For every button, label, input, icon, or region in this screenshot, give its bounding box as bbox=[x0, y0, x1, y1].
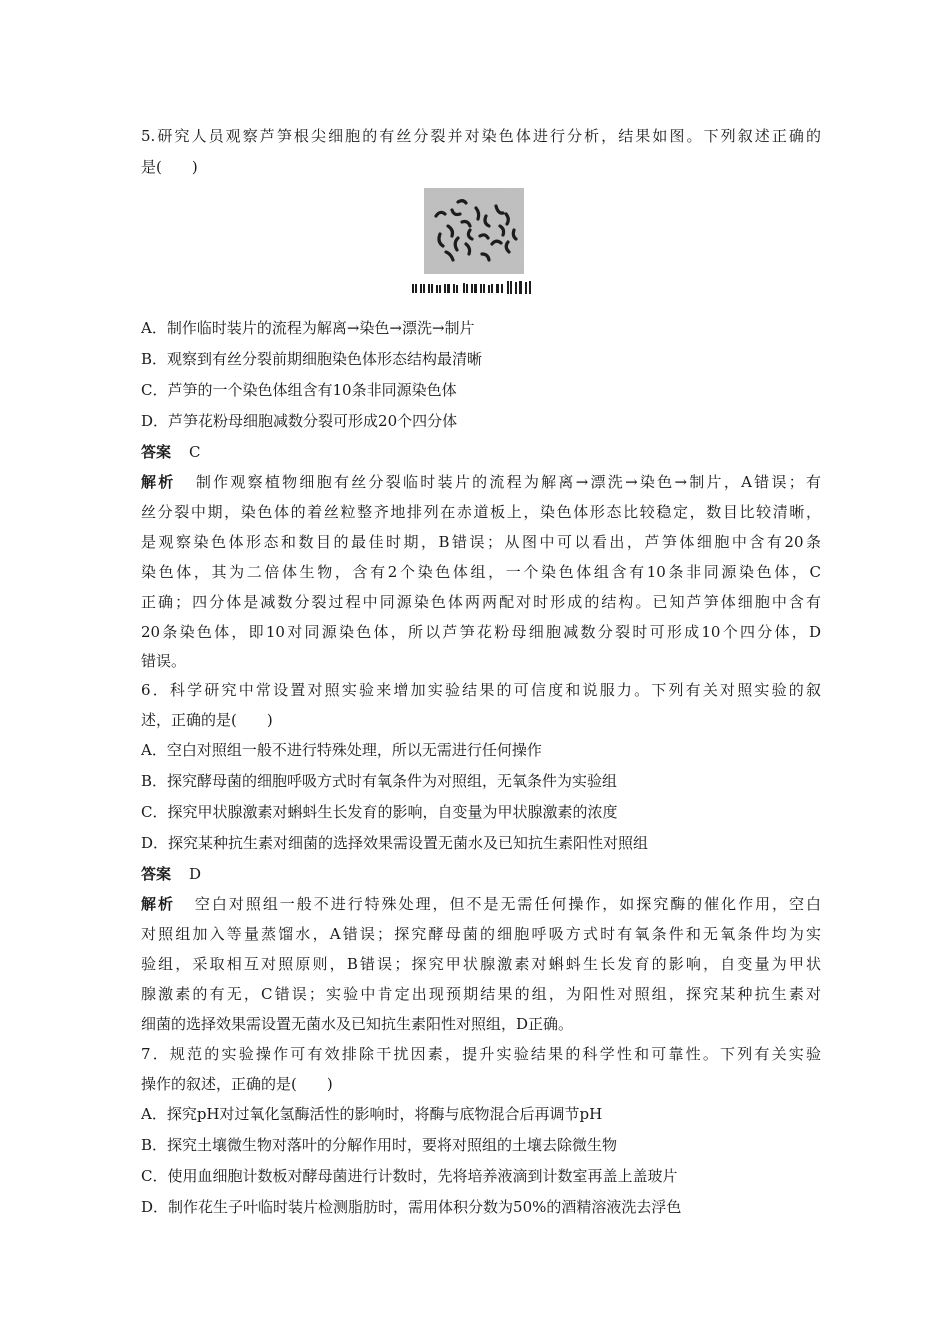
q6-analysis-text-1: 空白对照组一般不进行特殊处理，但不是无需任何操作，如探究酶的催化作用，空白 bbox=[192, 895, 821, 913]
q5-answer-label: 答案 bbox=[141, 443, 172, 461]
q5-stem-line-1: 5.研究人员观察芦笋根尖细胞的有丝分裂并对染色体进行分析，结果如图。下列叙述正确的 bbox=[141, 127, 821, 145]
q5-analysis-label: 解析 bbox=[141, 473, 176, 491]
q6-analysis-line-2: 对照组加入等量蒸馏水，A错误；探究酵母菌的细胞呼吸方式时有氧条件和无氧条件均为实 bbox=[141, 925, 821, 943]
q5-analysis-line-7: 错误。 bbox=[141, 652, 187, 670]
q5-analysis-line-3: 是观察染色体形态和数目的最佳时期，B错误；从图中可以看出，芦笋体细胞中含有20条 bbox=[141, 533, 821, 551]
q6-analysis-line-3: 验组，采取相互对照原则，B错误；探究甲状腺激素对蝌蚪生长发育的影响，自变量为甲状 bbox=[141, 955, 821, 973]
q7-stem-line-2: 操作的叙述，正确的是( ) bbox=[141, 1075, 333, 1093]
q7-option-c: C．使用血细胞计数板对酵母菌进行计数时，先将培养液滴到计数室再盖上盖玻片 bbox=[141, 1167, 678, 1185]
q6-analysis-label: 解析 bbox=[141, 895, 175, 913]
q6-stem-line-2: 述，正确的是( ) bbox=[141, 711, 273, 729]
q5-option-b: B．观察到有丝分裂前期细胞染色体形态结构最清晰 bbox=[141, 350, 483, 368]
q6-option-b: B．探究酵母菌的细胞呼吸方式时有氧条件为对照组，无氧条件为实验组 bbox=[141, 772, 618, 790]
q6-analysis-line-1 bbox=[141, 894, 821, 914]
q7-option-a: A．探究pH对过氧化氢酶活性的影响时，将酶与底物混合后再调节pH bbox=[141, 1105, 603, 1123]
q6-answer-value: D bbox=[189, 865, 202, 883]
chromosome-micrograph-image bbox=[406, 186, 542, 304]
q6-stem-line-1: 6．科学研究中常设置对照实验来增加实验结果的可信度和说服力。下列有关对照实验的叙 bbox=[141, 681, 821, 699]
q5-analysis-line-2: 丝分裂中期，染色体的着丝粒整齐地排列在赤道板上，染色体形态比较稳定，数目比较清晰， bbox=[141, 503, 821, 521]
q5-answer-value: C bbox=[189, 443, 201, 461]
q5-analysis-text-1: 制作观察植物细胞有丝分裂临时装片的流程为解离→漂洗→染色→制片，A错误；有 bbox=[193, 473, 821, 491]
q6-option-d: D．探究某种抗生素对细菌的选择效果需设置无菌水及已知抗生素阳性对照组 bbox=[141, 834, 649, 852]
q5-analysis-line-5: 正确；四分体是减数分裂过程中同源染色体两两配对时形成的结构。已知芦笋体细胞中含有 bbox=[141, 593, 821, 611]
q6-answer-label: 答案 bbox=[141, 865, 172, 883]
q6-answer bbox=[141, 864, 821, 884]
chromosome-micrograph bbox=[406, 186, 542, 304]
q7-option-d: D．制作花生子叶临时装片检测脂肪时，需用体积分数为50%的酒精溶液洗去浮色 bbox=[141, 1198, 682, 1216]
q6-analysis-line-4: 腺激素的有无，C错误；实验中肯定出现预期结果的组，为阳性对照组，探究某种抗生素对 bbox=[141, 985, 821, 1003]
q5-option-d: D．芦笋花粉母细胞减数分裂可形成20个四分体 bbox=[141, 412, 458, 430]
q5-analysis-line-4: 染色体，其为二倍体生物，含有2个染色体组，一个染色体组含有10条非同源染色体，C bbox=[141, 563, 821, 581]
q5-stem-line-2: 是( ) bbox=[141, 158, 198, 176]
q5-analysis-line-6: 20条染色体，即10对同源染色体，所以芦笋花粉母细胞减数分裂时可形成10个四分体，D bbox=[141, 623, 821, 641]
q5-analysis-line-1 bbox=[141, 472, 821, 492]
q6-analysis-line-5: 细菌的选择效果需设置无菌水及已知抗生素阳性对照组，D正确。 bbox=[141, 1015, 574, 1033]
q5-option-a: A．制作临时装片的流程为解离→染色→漂洗→制片 bbox=[141, 319, 475, 337]
q5-option-c: C．芦笋的一个染色体组含有10条非同源染色体 bbox=[141, 381, 457, 399]
q7-option-b: B．探究土壤微生物对落叶的分解作用时，要将对照组的土壤去除微生物 bbox=[141, 1136, 618, 1154]
q6-option-c: C．探究甲状腺激素对蝌蚪生长发育的影响，自变量为甲状腺激素的浓度 bbox=[141, 803, 618, 821]
q7-stem-line-1: 7．规范的实验操作可有效排除干扰因素，提升实验结果的科学性和可靠性。下列有关实验 bbox=[141, 1045, 821, 1063]
q6-option-a: A．空白对照组一般不进行特殊处理，所以无需进行任何操作 bbox=[141, 741, 542, 759]
q5-answer bbox=[141, 442, 821, 462]
